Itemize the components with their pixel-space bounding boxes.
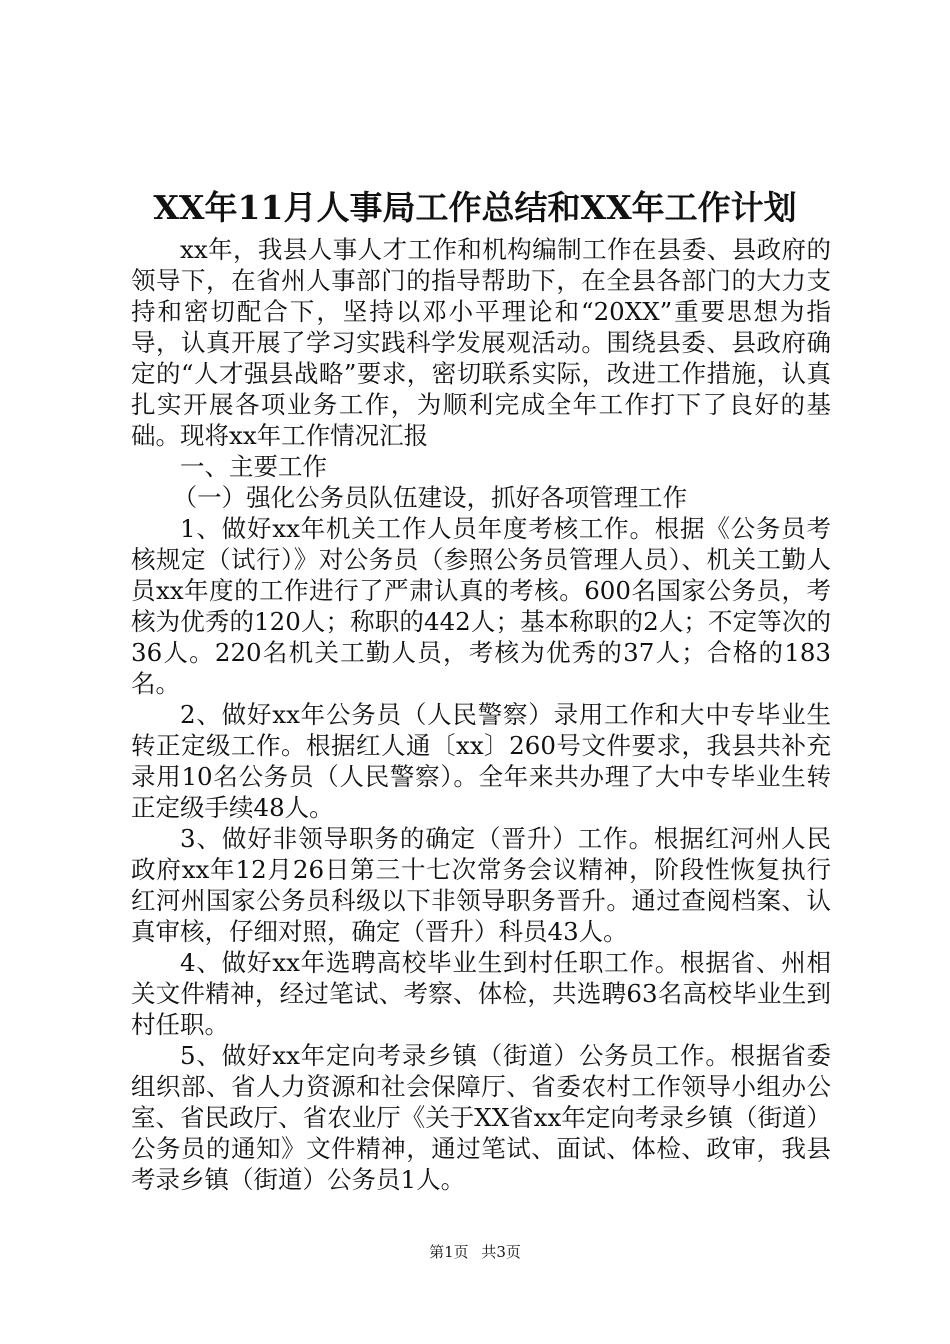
paragraph-item-4: 4、做好xx年选聘高校毕业生到村任职工作。根据省、州相关文件精神，经过笔试、考察、体检，共选聘63名高校毕业生到村任职。 — [131, 948, 831, 1039]
document-title: XX年11月人事局工作总结和XX年工作计划 — [153, 188, 797, 227]
paragraph-item-2: 2、做好xx年公务员（人民警察）录用工作和大中专毕业生转正定级工作。根据红人通〔xx〕260号文件要求，我县共补充录用10名公务员（人民警察）。全年来共办理了大中专毕业生转正定级手续48人。 — [131, 700, 831, 822]
paragraph-item-1: 1、做好xx年机关工作人员年度考核工作。根据《公务员考核规定（试行）》对公务员（参照公务员管理人员）、机关工勤人员xx年度的工作进行了严肃认真的考核。600名国家公务员，考核为优秀的120人；称职的442人；基本称职的2人；不定等次的36人。220名机关工勤人员，考核为优秀的37人；合格的183名。 — [131, 514, 831, 698]
paragraph-item-5: 5、做好xx年定向考录乡镇（街道）公务员工作。根据省委组织部、省人力资源和社会保障厅、省委农村工作领导小组办公室、省民政厅、省农业厅《关于XX省xx年定向考录乡镇（街道）公务员的通知》文件精神，通过笔试、面试、体检、政审，我县考录乡镇（街道）公务员1人。 — [131, 1041, 831, 1194]
document-body — [131, 234, 831, 1195]
page-footer — [0, 1242, 950, 1262]
page-number: 第1页 — [429, 1243, 469, 1261]
subsection-heading-civil-servants: （一）强化公务员队伍建设，抓好各项管理工作 — [172, 483, 688, 512]
page-total: 共3页 — [481, 1243, 521, 1261]
paragraph-item-3: 3、做好非领导职务的确定（晋升）工作。根据红河州人民政府xx年12月26日第三十七次常务会议精神，阶段性恢复执行红河州国家公务员科级以下非领导职务晋升。通过查阅档案、认真审核，仔细对照，确定（晋升）科员43人。 — [131, 824, 831, 946]
section-heading-main-work: 一、主要工作 — [180, 452, 327, 481]
paragraph-intro: xx年，我县人事人才工作和机构编制工作在县委、县政府的领导下，在省州人事部门的指导帮助下，在全县各部门的大力支持和密切配合下，坚持以邓小平理论和“20XX”重要思想为指导，认真开展了学习实践科学发展观活动。围绕县委、县政府确定的“人才强县战略”要求，密切联系实际，改进工作措施，认真扎实开展各项业务工作，为顺利完成全年工作打下了良好的基础。现将xx年工作情况汇报 — [131, 235, 831, 450]
